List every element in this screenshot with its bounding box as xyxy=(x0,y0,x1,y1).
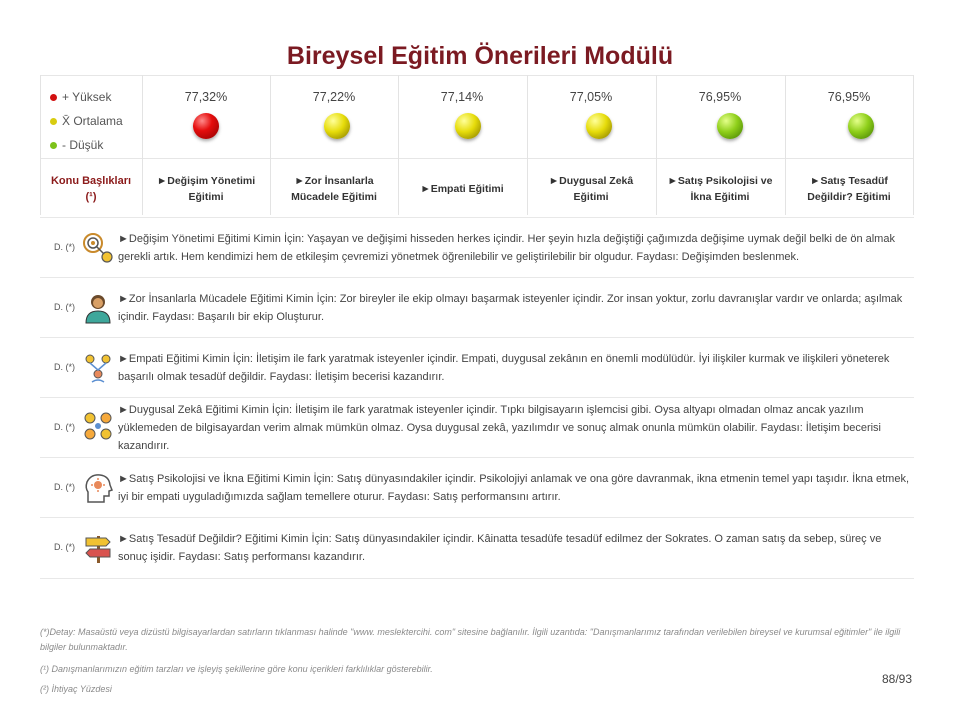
legend-item-high: + Yüksek xyxy=(50,85,123,109)
column-header-change-management[interactable]: ►Değişim Yönetimi Eğitimi xyxy=(156,175,256,203)
detail-link[interactable]: D. (*) xyxy=(54,302,75,312)
footer-detail-note: (*)Detay: Masaüstü veya dizüstü bilgisayarlardan satırların tıklanması halinde "www. meslektercihi. com" sitesine bağlanılır. İlgili uzantıda: "Danışmanlarımız tarafından verilebilen bireysel ve kurumsal eğitimler" ile ilgili bilgiler bulunmaktadır. xyxy=(40,627,901,652)
red-ball-icon xyxy=(193,113,219,139)
person-icon xyxy=(82,292,114,324)
training-description: ►Satış Tesadüf Değildir? Eğitimi Kimin İçin: Satış dünyasındakiler içindir. Kâinatta tesadüfe tesadüf edilmez der Sokrates. O zaman satış da sebep, süreç ve sonuç işidir. Faydası: Satış performansı kazandırır. xyxy=(118,533,882,563)
column-header-sales-not-coincidence[interactable]: ►Satış Tesadüf Değildir? Eğitimi xyxy=(807,175,891,203)
green-ball-icon xyxy=(848,113,874,139)
head-mind-icon xyxy=(82,472,114,504)
legend xyxy=(50,85,123,157)
training-description: ►Empati Eğitimi Kimin İçin: İletişim ile fark yaratmak isteyenler içindir. Empati, duygusal zekânın en önemli modülüdür. İyi ilişkiler kurmak ve ilişkileri yöneterek başarılı olmak tesadüf değildir. Faydası: İletişim becerisi kazandırır. xyxy=(118,353,890,383)
red-dot-icon xyxy=(50,94,57,101)
detail-link[interactable]: D. (*) xyxy=(54,362,75,372)
topics-header: Konu Başlıkları (¹) xyxy=(50,175,132,203)
target-brain-icon xyxy=(82,232,114,264)
column-4-percent: 77,05% xyxy=(569,90,613,104)
page-number: 88/93 xyxy=(881,672,912,686)
yellow-ball-icon xyxy=(586,113,612,139)
people-communication-icon xyxy=(82,352,114,384)
column-header-sales-psychology[interactable]: ►Satış Psikolojisi ve İkna Eğitimi xyxy=(667,175,773,203)
yellow-ball-icon xyxy=(324,113,350,139)
detail-link[interactable]: D. (*) xyxy=(54,422,75,432)
divider xyxy=(913,75,914,215)
green-ball-icon xyxy=(717,113,743,139)
column-5-percent: 76,95% xyxy=(698,90,742,104)
divider xyxy=(40,578,914,579)
legend-item-low: - Düşük xyxy=(50,133,123,157)
table-row[interactable] xyxy=(40,457,914,518)
detail-link[interactable]: D. (*) xyxy=(54,542,75,552)
table-row[interactable] xyxy=(40,217,914,278)
signpost-icon xyxy=(82,532,114,564)
green-dot-icon xyxy=(50,142,57,149)
yellow-ball-icon xyxy=(455,113,481,139)
column-3-percent: 77,14% xyxy=(440,90,484,104)
column-1-percent: 77,32% xyxy=(184,90,228,104)
yellow-dot-icon xyxy=(50,118,57,125)
column-header-emotional-intelligence[interactable]: ►Duygusal Zekâ Eğitimi xyxy=(548,175,634,203)
table-row[interactable] xyxy=(40,277,914,338)
footer-note-1: (¹) Danışmanlarımızın eğitim tarzları ve işleyiş şekillerine göre konu içerikleri farklılıklar gösterebilir. xyxy=(40,664,433,674)
detail-link[interactable]: D. (*) xyxy=(54,242,75,252)
legend-item-average: X̄ Ortalama xyxy=(50,109,123,133)
needs-header-table xyxy=(40,75,914,215)
training-description: ►Duygusal Zekâ Eğitimi Kimin İçin: İletişim ile fark yaratmak isteyenler içindir. Tıpkı bilgisayarın işlemcisi gibi. Oysa altyapı olmadan olmaz ancak yazılım yüklemeden de bilgisayardan verim almak mümkün olmaz. Oysa duygusal zekâ, yazılımdır ve sonuç almak onunla mümkün olabilir. Faydası: İletişim becerisi kazandırır. xyxy=(118,404,881,452)
table-row[interactable] xyxy=(40,337,914,398)
table-row[interactable] xyxy=(40,397,914,458)
column-2-percent: 77,22% xyxy=(312,90,356,104)
detail-link[interactable]: D. (*) xyxy=(54,482,75,492)
page-title: Bireysel Eğitim Önerileri Modülü xyxy=(286,42,674,70)
emotions-icon xyxy=(82,410,114,442)
footer-note-2: (²) İhtiyaç Yüzdesi xyxy=(40,684,112,694)
training-description: ►Satış Psikolojisi ve İkna Eğitimi Kimin İçin: Satış dünyasındakiler içindir. Psikolojiyi anlamak ve ona göre davranmak, ikna etmenin temel yapı taşıdır. İkna etmek, iyi bir empati uyguladığımızda sağlam temellere oturur. Faydası: Satış performansını artırır. xyxy=(118,473,910,503)
column-header-empathy[interactable]: ►Empati Eğitimi xyxy=(420,183,504,195)
training-description: ►Değişim Yönetimi Eğitimi Kimin İçin: Yaşayan ve değişimi hisseden herkes içindir. Her şeyin hızla değiştiği çağımızda değişime uymak değil belki de ön almak gerekli artık. Hem kendimizi hem de etkileşim çevremizi yönetmek öğrenilebilir ve geliştirilebilir bir olgudur. Faydası: Değişimden beslenmek. xyxy=(118,233,895,263)
table-row[interactable] xyxy=(40,517,914,579)
column-header-difficult-people[interactable]: ►Zor İnsanlarla Mücadele Eğitimi xyxy=(291,175,377,203)
training-description: ►Zor İnsanlarla Mücadele Eğitimi Kimin İçin: Zor bireyler ile ekip olmayı başarmak isteyenler içindir. Zor insan yoktur, zorlu davranışlar vardır ve onlarda; aşılmak içindir. Faydası: Başarılı bir ekip Oluşturur. xyxy=(118,293,903,323)
column-6-percent: 76,95% xyxy=(827,90,871,104)
